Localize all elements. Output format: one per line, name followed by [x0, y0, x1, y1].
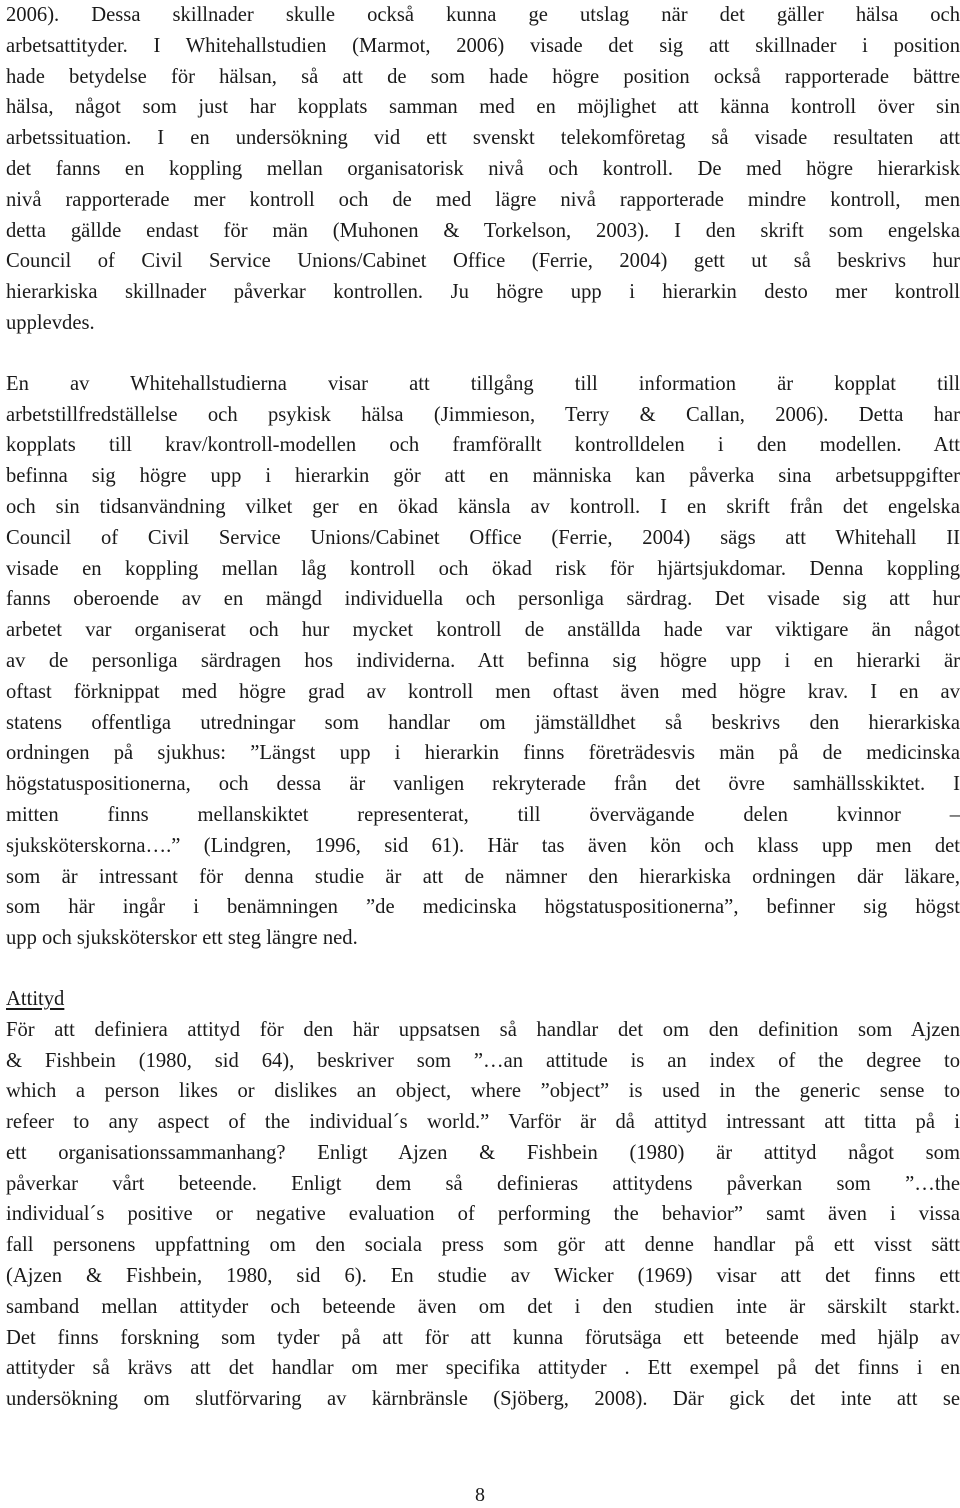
text-line: attityder så krävs att det handlar om mer specifika attityder . Ett exempel på det finns i en	[6, 1357, 960, 1380]
text-line: detta gällde endast för män (Muhonen & Torkelson, 2003). I den skrift som engelska	[6, 219, 960, 242]
text-line: nivå rapporterade mer kontroll och de med lägre nivå rapporterade mindre kontroll, men	[6, 188, 960, 211]
text-line: En av Whitehallstudierna visar att tillgång till information är kopplat till	[6, 372, 960, 395]
text-line: sjuksköterskorna….” (Lindgren, 1996, sid 61). Här tas även kön och klass upp men det	[6, 834, 960, 857]
text-line: som här ingår i benämningen ”de medicinska högstatuspositionerna”, befinner sig högst	[6, 896, 960, 919]
text-line: ett organisationssammanhang? Enligt Ajzen & Fishbein (1980) är attityd något som	[6, 1141, 960, 1164]
text-line: (Ajzen & Fishbein, 1980, sid 6). En studie av Wicker (1969) visar att det finns ett	[6, 1265, 960, 1288]
paragraph-whitehall-position	[6, 0, 960, 339]
text-line: refeer to any aspect of the individual´s world.” Varför är då attityd intressant att titta på i	[6, 1111, 960, 1134]
text-line: befinna sig högre upp i hierarkin gör att en människa kan påverka sina arbetsuppgifter	[6, 465, 960, 488]
text-line: påverkar vårt beteende. Enligt dem så definieras attitydens påverkan som ”…the	[6, 1172, 960, 1195]
text-line: arbetssituation. I en undersökning vid ett svenskt telekomföretag så visade resultaten att	[6, 127, 960, 150]
text-line: samband mellan attityder och beteende även om det i den studien inte är särskilt starkt.	[6, 1295, 960, 1318]
document-page	[6, 0, 960, 1415]
text-line: hälsa, något som just har kopplats samman med en möjlighet att känna kontroll över sin	[6, 96, 960, 119]
text-line: oftast förknippat med högre grad av kontroll men oftast även med högre krav. I en av	[6, 680, 960, 703]
text-line: arbetstillfredställelse och psykisk hälsa (Jimmieson, Terry & Callan, 2006). Detta har	[6, 403, 960, 426]
text-line: fanns oberoende av en mängd individuella och personliga särdrag. Det visade sig att hur	[6, 588, 960, 611]
paragraph-information-access	[6, 369, 960, 954]
text-line: & Fishbein (1980, sid 64), beskriver som ”…an attitude is an index of the degree to	[6, 1049, 960, 1072]
text-line: arbetet var organiserat och hur mycket kontroll de anställda hade var viktigare än något	[6, 619, 960, 642]
text-line: undersökning om slutförvaring av kärnbränsle (Sjöberg, 2008). Där gick det inte att se	[6, 1388, 960, 1411]
text-line: fall personens uppfattning om den sociala press som gör att denne handlar på ett visst sätt	[6, 1234, 960, 1257]
text-line: av de personliga särdragen hos individerna. Att befinna sig högre upp i en hierarki är	[6, 649, 960, 672]
text-line: mitten finns mellanskiktet representerat, till övervägande delen kvinnor –	[6, 803, 960, 826]
page-number: 8	[475, 1484, 485, 1506]
text-line: which a person likes or dislikes an object, where ”object” is used in the generic sense to	[6, 1080, 960, 1103]
text-line: det fanns en koppling mellan organisatorisk nivå och kontroll. De med högre hierarkisk	[6, 157, 960, 180]
text-line: Council of Civil Service Unions/Cabinet Office (Ferrie, 2004) gett ut så beskrivs hur	[6, 250, 960, 273]
paragraph-gap	[6, 954, 960, 984]
text-line: individual´s positive or negative evaluation of performing the behavior” samt även i vissa	[6, 1203, 960, 1226]
text-line: upp och sjuksköterskor ett steg längre ned.	[6, 927, 358, 950]
text-line: hade betydelse för hälsan, så att de som hade högre position också rapporterade bättre	[6, 65, 960, 88]
text-line: högstatuspositionerna, och dessa är vanligen rekryterade från det övre samhällsskiktet. I	[6, 773, 960, 796]
text-line: visade en koppling mellan låg kontroll och ökad risk för hjärtsjukdomar. Denna koppling	[6, 557, 960, 580]
text-line: Council of Civil Service Unions/Cabinet Office (Ferrie, 2004) sägs att Whitehall II	[6, 526, 960, 549]
text-line: och sin tidsanvändning vilket ger en ökad känsla av kontroll. I en skrift från det engelska	[6, 495, 960, 518]
text-line: som är intressant för denna studie är att de nämner den hierarkiska ordningen där läkare,	[6, 865, 960, 888]
paragraph-gap	[6, 339, 960, 369]
text-line: 2006). Dessa skillnader skulle också kunna ge utslag när det gäller hälsa och	[6, 4, 960, 26]
section-heading-attityd: Attityd	[6, 987, 65, 1010]
text-line: För att definiera attityd för den här uppsatsen så handlar det om den definition som Ajzen	[6, 1018, 960, 1041]
text-line: kopplats till krav/kontroll-modellen och framförallt kontrolldelen i den modellen. Att	[6, 434, 960, 457]
text-line: upplevdes.	[6, 311, 95, 334]
text-line: hierarkiska skillnader påverkar kontrollen. Ju högre upp i hierarkin desto mer kontroll	[6, 281, 960, 304]
text-line: Det finns forskning som tyder på att för att kunna förutsäga ett beteende med hjälp av	[6, 1326, 960, 1349]
text-line: arbetsattityder. I Whitehallstudien (Marmot, 2006) visade det sig att skillnader i position	[6, 34, 960, 57]
text-line: statens offentliga utredningar som handlar om jämställdhet så beskrivs den hierarkiska	[6, 711, 960, 734]
paragraph-attitude-definition	[6, 1015, 960, 1415]
text-line: ordningen på sjukhus: ”Längst upp i hierarkin finns företrädesvis män på de medicinska	[6, 742, 960, 765]
